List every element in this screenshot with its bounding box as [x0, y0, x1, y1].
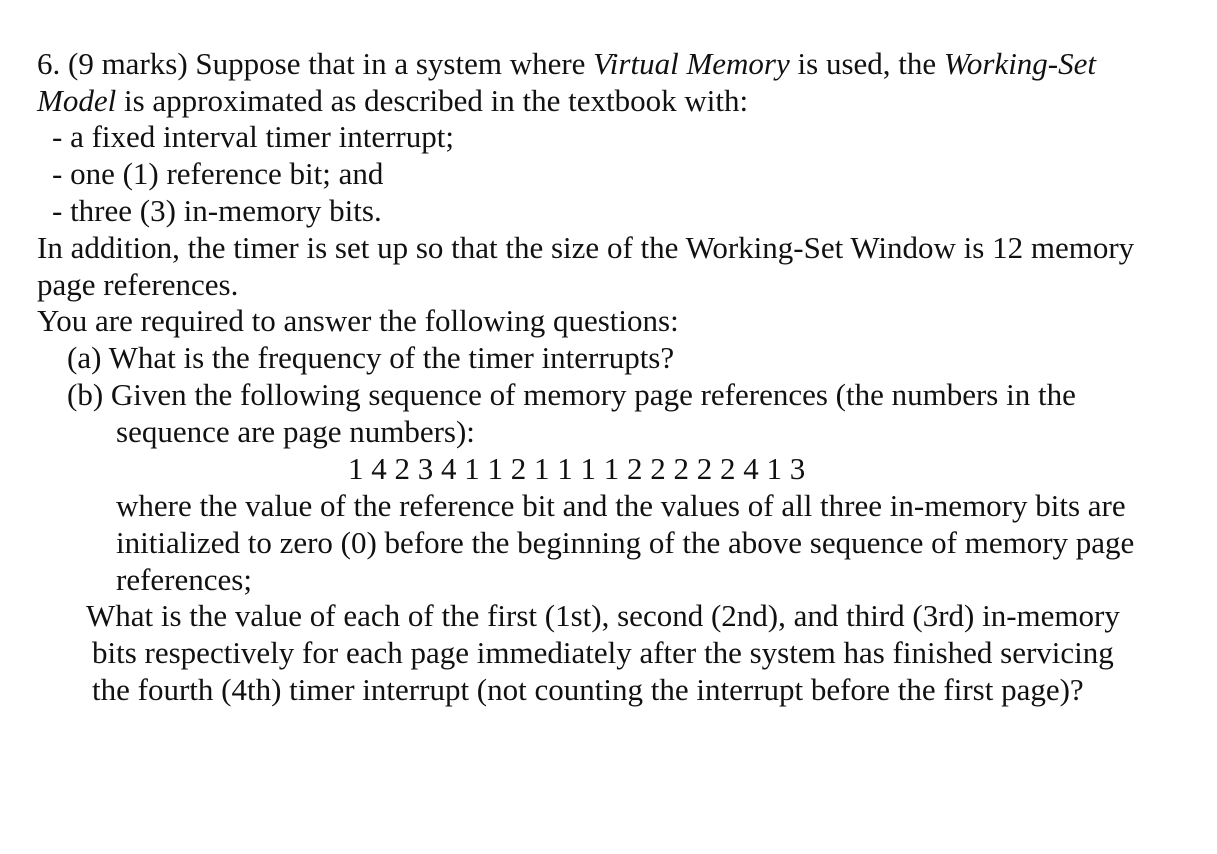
- page-reference-sequence: 1 4 2 3 4 1 1 2 1 1 1 1 2 2 2 2 2 4 1 3: [348, 451, 806, 486]
- part-a: (a) What is the frequency of the timer interrupts?: [67, 340, 675, 375]
- question-line-2: [37, 82, 748, 119]
- question-line-2-suffix: is approximated as described in the textbook with:: [116, 83, 749, 118]
- term-model: Model: [37, 83, 117, 118]
- final-question-line-1: What is the value of each of the first (1st), second (2nd), and third (3rd) in-memory: [86, 598, 1120, 633]
- question-line-1: [37, 45, 1096, 82]
- term-virtual-memory: Virtual Memory: [593, 46, 790, 81]
- bullet-reference-bit: - one (1) reference bit; and: [52, 156, 384, 191]
- part-b-line-2: sequence are page numbers):: [116, 414, 475, 449]
- bullet-in-memory-bits: - three (3) in-memory bits.: [52, 193, 382, 228]
- where-line-1: where the value of the reference bit and the values of all three in-memory bits are: [116, 488, 1126, 523]
- part-b-line-1: (b) Given the following sequence of memory page references (the numbers in the: [67, 377, 1076, 412]
- where-line-3: references;: [116, 562, 252, 597]
- final-question-line-2: bits respectively for each page immediately after the system has finished servicing: [92, 635, 1114, 670]
- question-middle: is used, the: [789, 46, 944, 81]
- addition-line-1: In addition, the timer is set up so that the size of the Working-Set Window is 12 memory: [37, 230, 1135, 265]
- final-question-line-3: the fourth (4th) timer interrupt (not counting the interrupt before the first page)?: [92, 672, 1084, 707]
- where-line-2: initialized to zero (0) before the beginning of the above sequence of memory page: [116, 525, 1135, 560]
- required-line: You are required to answer the following questions:: [37, 303, 679, 338]
- addition-line-2: page references.: [37, 267, 239, 302]
- term-working-set: Working-Set: [943, 46, 1096, 81]
- question-prefix: 6. (9 marks) Suppose that in a system where: [37, 46, 594, 81]
- bullet-timer: - a fixed interval timer interrupt;: [52, 119, 454, 154]
